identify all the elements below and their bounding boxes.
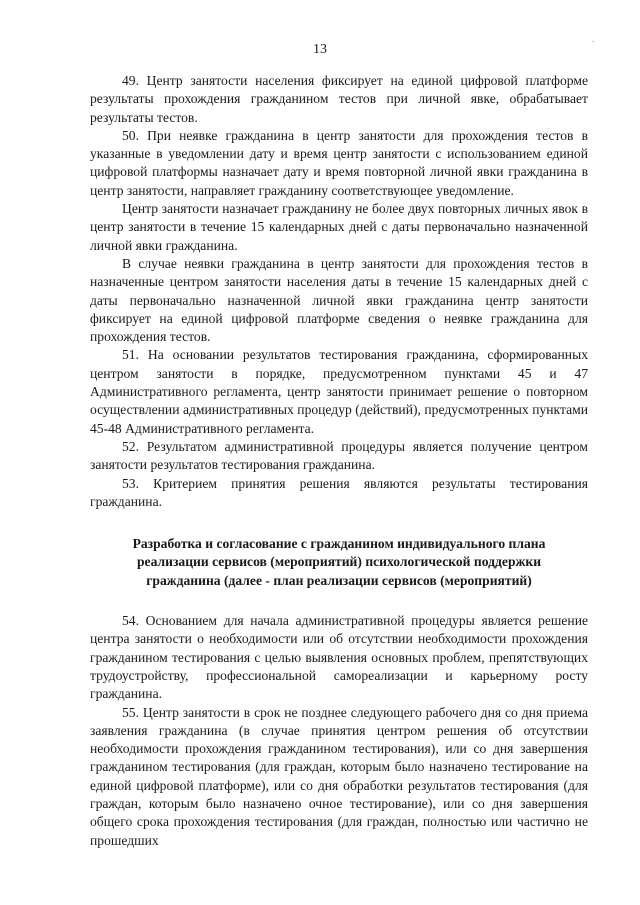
paragraph-50: 50. При неявке гражданина в центр занятости для прохождения тестов в указанные в уведомлении дату и время центр занятости с использованием единой цифровой платформы назначает дату и время повторной личной явки гражданина в центр занятости, направляет гражданину соответствующее уведомление. [90, 127, 588, 198]
page-number: 13 [313, 42, 327, 57]
paragraph-54: 54. Основанием для начала административной процедуры является решение центра занятости о необходимости или об отсутствии необходимости прохождения гражданином тестирования с целью выявления основных проблем, препятствующих трудоустройству, профессиональной самореализации и карьерному росту гражданина. [90, 613, 588, 702]
document-body [90, 72, 588, 850]
paragraph-50-repeat-visits: Центр занятости назначает гражданину не более двух повторных личных явок в центр занятости в течение 15 календарных дней с даты первоначально назначенной личной явки гражданина. [90, 201, 588, 253]
paragraph-55: 55. Центр занятости в срок не позднее следующего рабочего дня со дня приема заявления гражданина (в случае принятия центром решения об отсутствии необходимости прохождения гражданином тестирования), или со дня завершения гражданином тестирования (для граждан, которым было назначено тестирование на единой цифровой платформе), или со дня обработки результатов тестирования (для граждан, которым было назначено очное тестирование), или со дня завершения общего срока прохождения тестирования (для граждан, полностью или частично не прошедших [90, 704, 588, 848]
section-heading [90, 535, 588, 590]
paragraph-53: 53. Критерием принятия решения являются результаты тестирования гражданина. [90, 475, 588, 509]
paragraph-52: 52. Результатом административной процедуры является получение центром занятости результатов тестирования гражданина. [90, 438, 588, 473]
section-heading-line-3: гражданина (далее - план реализации сервисов (мероприятий) [146, 572, 532, 588]
paragraph-50-no-show: В случае неявки гражданина в центр занятости для прохождения тестов в назначенные центром занятости населения даты в течение 15 календарных дней с даты первоначально назначенной личной явки гражданина центр занятости фиксирует на единой цифровой платформе сведения о неявке гражданина для прохождения тестов. [90, 255, 588, 345]
corner-mark: . [592, 34, 595, 44]
paragraph-49: 49. Центр занятости населения фиксирует на единой цифровой платформе результаты прохождения гражданином тестов при личной явке, обрабатывает результаты тестов. [90, 73, 588, 125]
section-heading-line-2: реализации сервисов (мероприятий) психологической поддержки [136, 554, 542, 570]
section-heading-line-1: Разработка и согласование с гражданином индивидуального плана [132, 536, 546, 552]
paragraph-51: 51. На основании результатов тестирования гражданина, сформированных центром занятости в порядке, предусмотренном пунктами 45 и 47 Административного регламента, центр занятости принимает решение о повторном осуществлении административных процедур (действий), предусмотренных пунктами 45-48 Административного регламента. [90, 347, 588, 436]
